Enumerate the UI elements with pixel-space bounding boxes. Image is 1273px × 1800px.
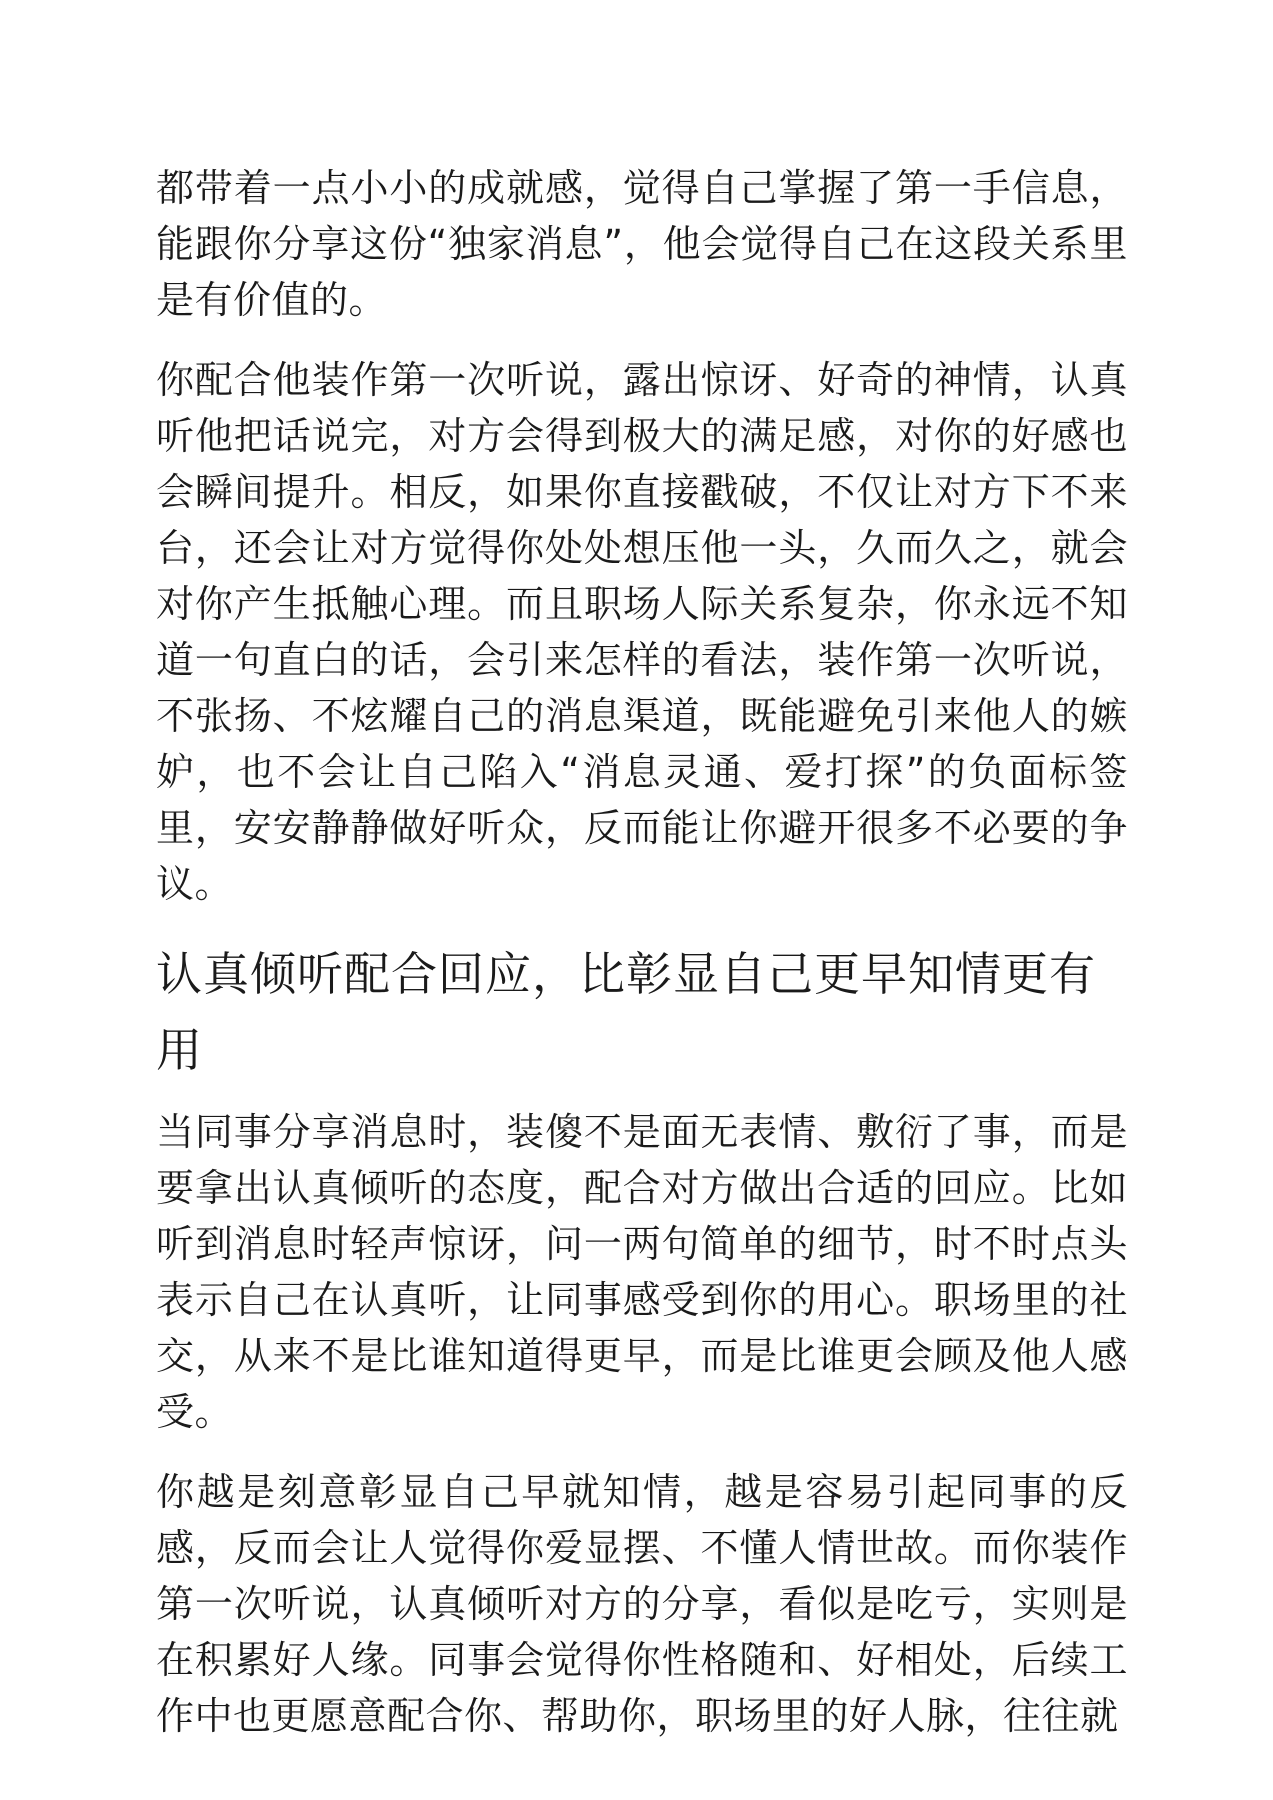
paragraph-4: 你越是刻意彰显自己早就知情，越是容易引起同事的反感，反而会让人觉得你爱显摆、不懂人情世故。而你装作第一次听说，认真倾听对方的分享，看似是吃亏，实则是在积累好人缘。同事会觉得你性格随和、好相处，后续工作中也更愿意配合你、帮助你，职场里的好人脉，往往就 (156, 1470, 1128, 1738)
paragraph-1: 都带着一点小小的成就感，觉得自己掌握了第一手信息，能跟你分享这份“独家消息”，他会觉得自己在这段关系里是有价值的。 (156, 166, 1128, 322)
article-body (156, 160, 1128, 1768)
paragraph-3: 当同事分享消息时，装傻不是面无表情、敷衍了事，而是要拿出认真倾听的态度，配合对方做出合适的回应。比如听到消息时轻声惊讶，问一两句简单的细节，时不时点头表示自己在认真听，让同事感受到你的用心。职场里的社交，从来不是比谁知道得更早，而是比谁更会顾及他人感受。 (156, 1110, 1128, 1434)
section-heading: 认真倾听配合回应，比彰显自己更早知情更有用 (156, 947, 1096, 1077)
paragraph-2: 你配合他装作第一次听说，露出惊讶、好奇的神情，认真听他把话说完，对方会得到极大的满足感，对你的好感也会瞬间提升。相反，如果你直接戳破，不仅让对方下不来台，还会让对方觉得你处处想压他一头，久而久之，就会对你产生抵触心理。而且职场人际关系复杂，你永远不知道一句直白的话，会引来怎样的看法，装作第一次听说，不张扬、不炫耀自己的消息渠道，既能避免引来他人的嫉妒，也不会让自己陷入“消息灵通、爱打探”的负面标签里，安安静静做好听众，反而能让你避开很多不必要的争议。 (156, 358, 1128, 906)
